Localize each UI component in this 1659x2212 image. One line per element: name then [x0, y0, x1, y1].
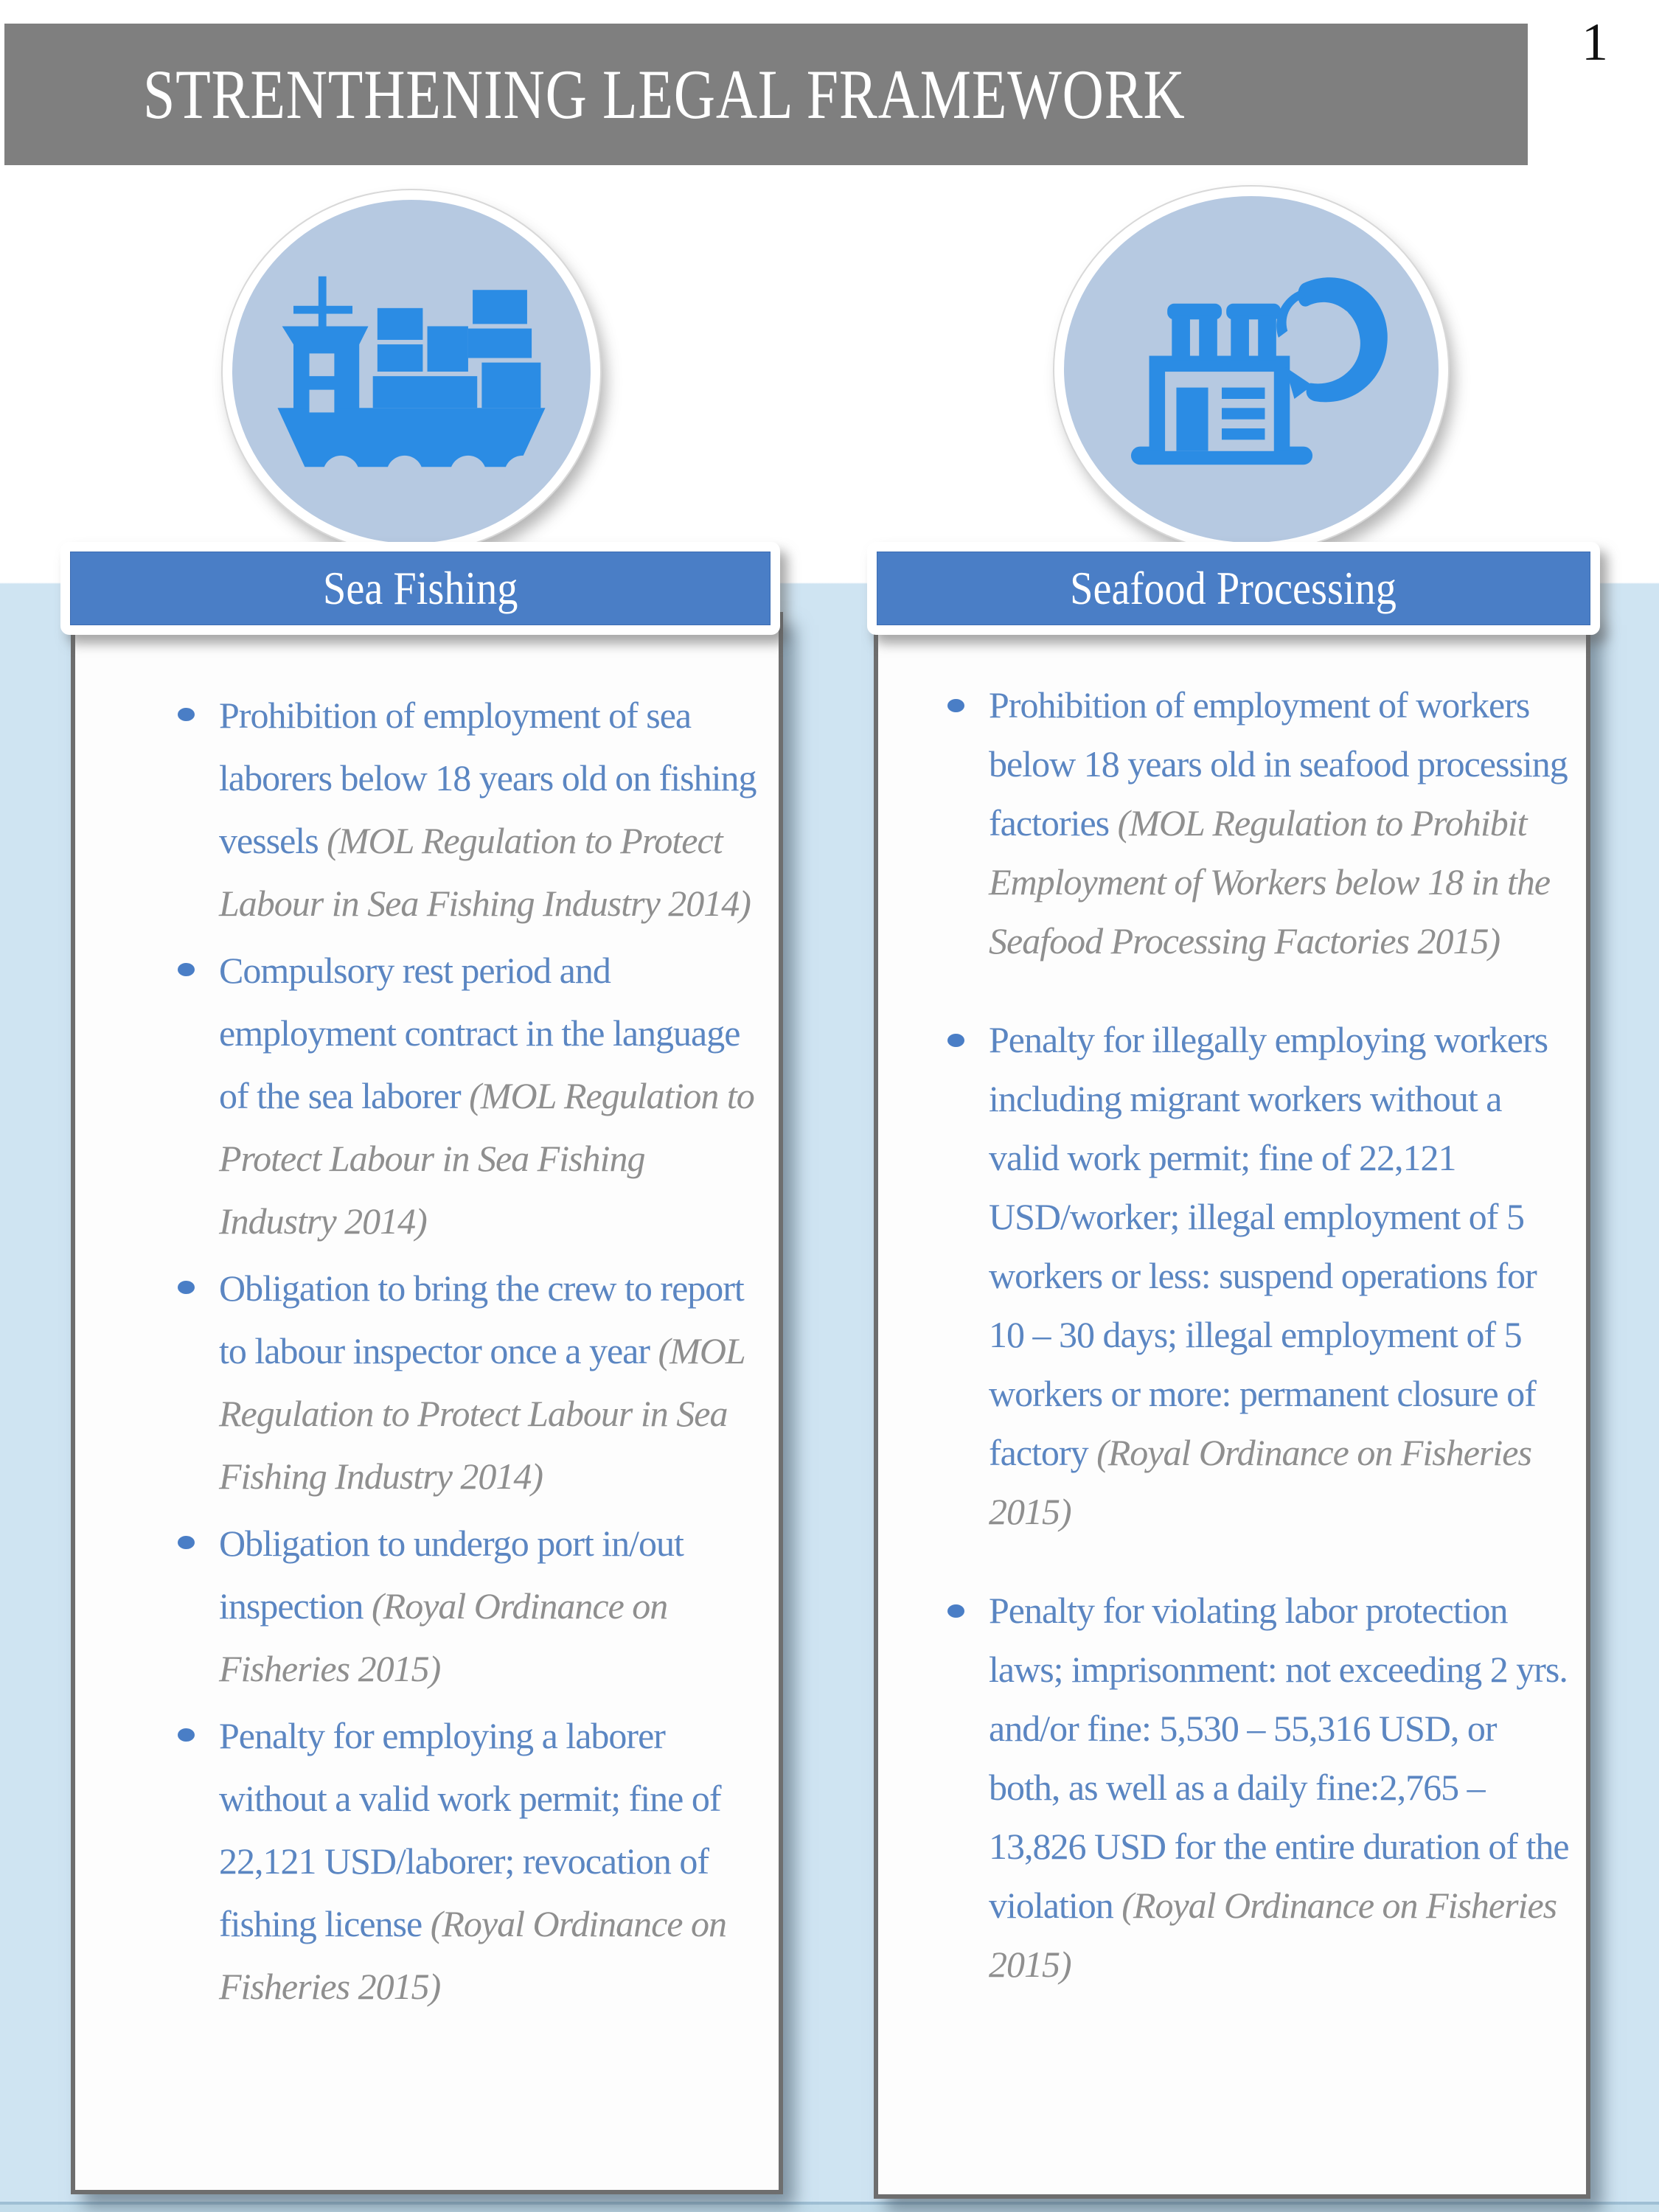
sea-fishing-bullet-list	[75, 616, 779, 2018]
bullet-citation: (MOL Regulation to Protect Labour in Sea Fishing Industry 2014)	[219, 1330, 745, 1497]
bullet-citation: (MOL Regulation to Protect Labour in Sea Fishing Industry 2014)	[219, 1075, 754, 1242]
cargo-ship-icon	[264, 257, 559, 486]
sea-fishing-badge	[223, 190, 600, 553]
bullet-citation: (MOL Regulation to Protect Labour in Sea Fishing Industry 2014)	[219, 820, 751, 924]
bullet-text: Obligation to undergo port in/out inspection	[219, 1523, 684, 1627]
sea-fishing-card	[71, 612, 783, 2194]
seafood-processing-header-label: Seafood Processing	[1070, 562, 1397, 614]
seafood-processing-badge	[1054, 187, 1448, 552]
bullet-citation: (MOL Regulation to Prohibit Employment of Workers below 18 in the Seafood Processing Factories 2015)	[989, 802, 1551, 961]
list-item	[945, 1581, 1573, 1994]
list-item	[945, 675, 1573, 970]
bullet-text: Prohibition of employment of workers below 18 years old in seafood processing factories	[989, 684, 1568, 844]
title-bar	[4, 24, 1528, 165]
seafood-processing-card	[874, 612, 1590, 2199]
bullet-citation: (Royal Ordinance on Fisheries 2015)	[219, 1585, 668, 1689]
factory-shrimp-icon	[1104, 255, 1399, 484]
sea-fishing-header-bar	[70, 552, 771, 625]
seafood-processing-header-bar	[877, 552, 1590, 625]
bullet-text: Penalty for violating labor protection laws; imprisonment: not exceeding 2 yrs. and/or fine: 5,530 – 55,316 USD, or both, as well as a daily fine:2,765 – 13,826 USD for the entire duration of the violation	[989, 1590, 1569, 1926]
bullet-text: Penalty for illegally employing workers including migrant workers without a valid work permit; fine of 22,121 USD/worker; illegal employment of 5 workers or less: suspend operations for 10 – 30 days; illegal employment of 5 workers or more: permanent closure of factory	[989, 1019, 1548, 1473]
list-item	[175, 1512, 758, 1700]
bullet-text: Obligation to bring the crew to report to labour inspector once a year	[219, 1267, 744, 1371]
bullet-citation: (Royal Ordinance on Fisheries 2015)	[989, 1432, 1531, 1532]
list-item	[175, 1705, 758, 2018]
bullet-text: Penalty for employing a laborer without a valid work permit; fine of 22,121 USD/laborer; revocation of fishing license	[219, 1715, 721, 1944]
list-item	[175, 684, 758, 935]
bullet-text: Compulsory rest period and employment contract in the language of the sea laborer	[219, 950, 740, 1116]
list-item	[945, 1010, 1573, 1541]
bullet-citation: (Royal Ordinance on Fisheries 2015)	[219, 1903, 726, 2007]
seafood-processing-header	[867, 542, 1600, 635]
sea-fishing-header	[60, 542, 780, 635]
page-title: STRENTHENING LEGAL FRAMEWORK	[143, 55, 1186, 133]
list-item	[175, 939, 758, 1253]
page-number: 1	[1582, 13, 1608, 72]
bullet-text: Prohibition of employment of sea laborers below 18 years old on fishing vessels	[219, 695, 757, 861]
list-item	[175, 1257, 758, 1508]
bullet-citation: (Royal Ordinance on Fisheries 2015)	[989, 1885, 1557, 1985]
seafood-processing-bullet-list	[878, 616, 1586, 1994]
bottom-edge-strip	[0, 2202, 1659, 2212]
sea-fishing-header-label: Sea Fishing	[322, 562, 518, 614]
